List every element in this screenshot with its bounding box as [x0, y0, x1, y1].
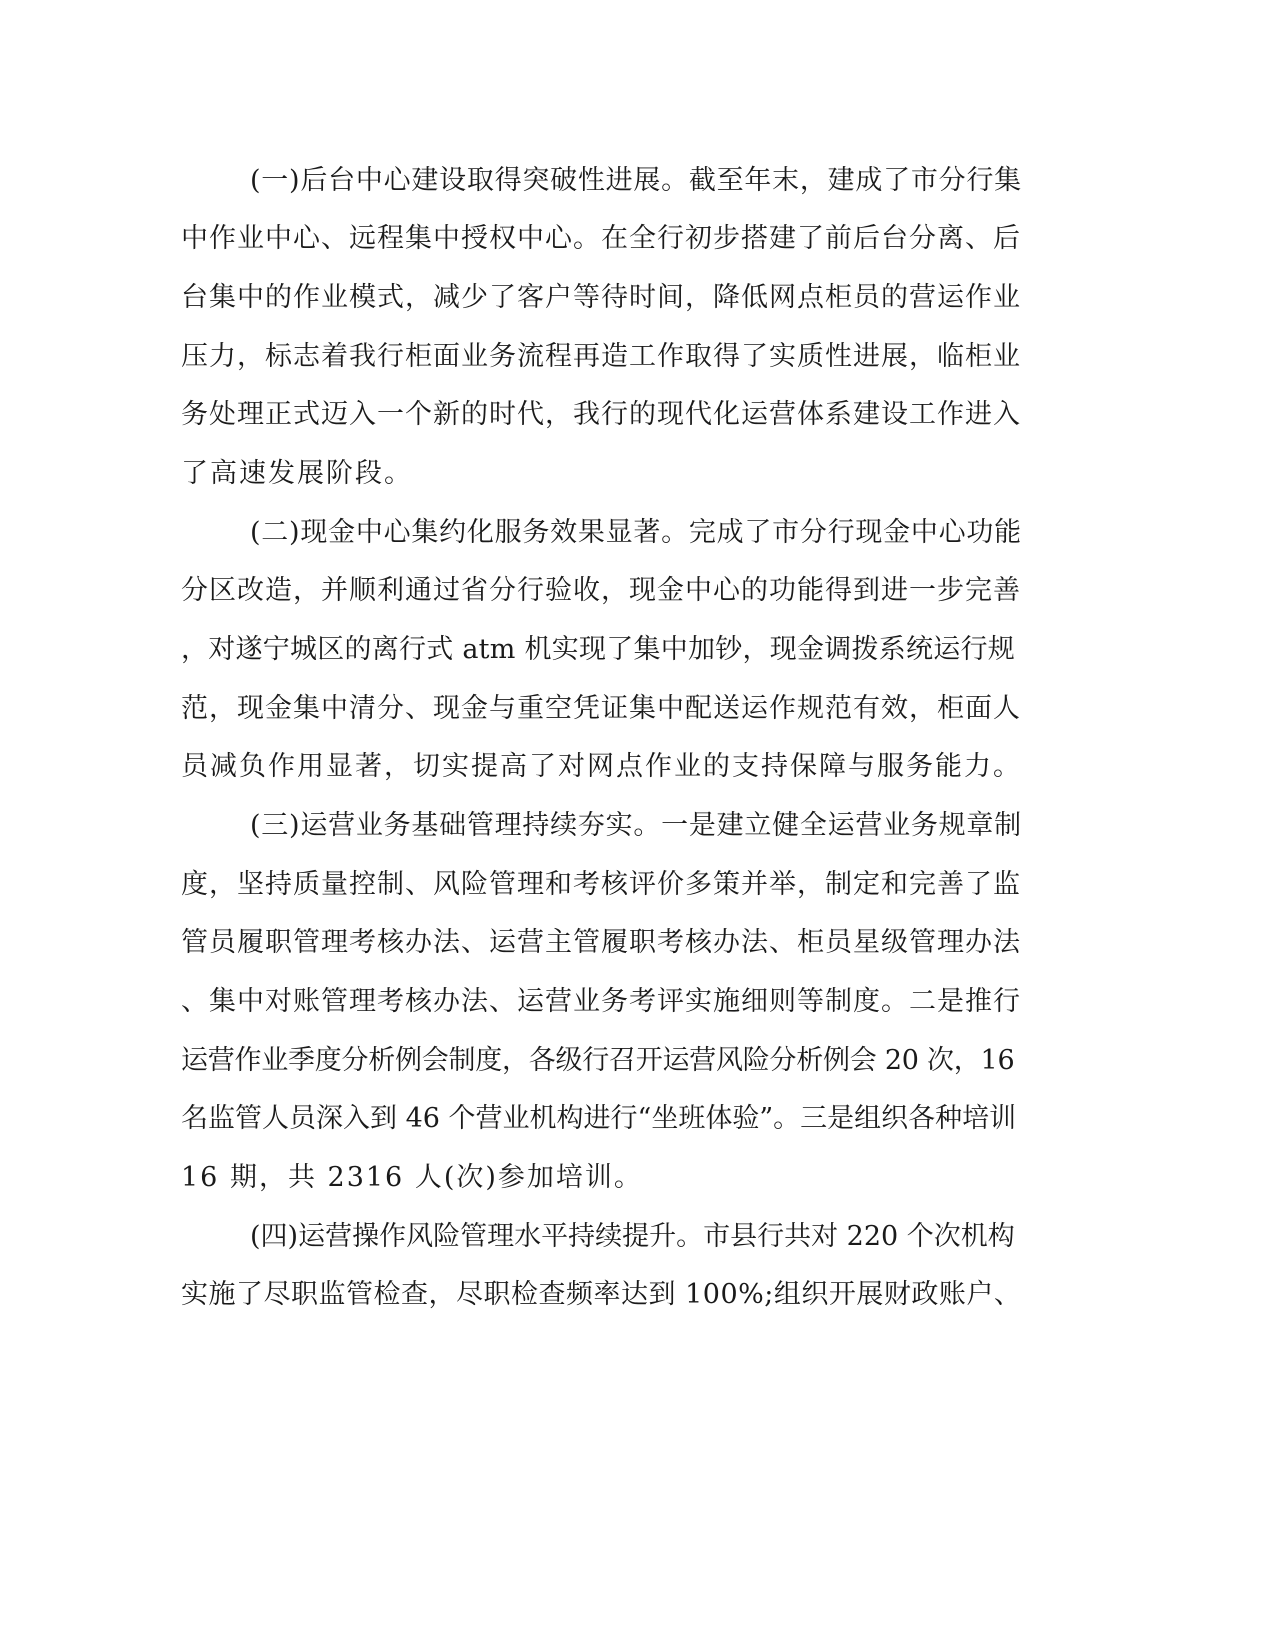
paragraph-3-line-7: 16 期，共 2316 人(次)参加培训。 [181, 1162, 643, 1193]
paragraph-1-line-5: 务处理正式迈入一个新的时代，我行的现代化运营体系建设工作进入 [181, 399, 1021, 430]
paragraph-2-line-2: 分区改造，并顺利通过省分行验收，现金中心的功能得到进一步完善 [181, 575, 1021, 606]
paragraph-3-line-4: 、集中对账管理考核办法、运营业务考评实施细则等制度。二是推行 [181, 986, 1021, 1017]
paragraph-3-line-1: (三)运营业务基础管理持续夯实。一是建立健全运营业务规章制 [250, 810, 1022, 841]
paragraph-2-line-3: ，对遂宁城区的离行式 atm 机实现了集中加钞，现金调拨系统运行规 [181, 634, 1015, 665]
paragraph-3-line-3: 管员履职管理考核办法、运营主管履职考核办法、柜员星级管理办法 [181, 927, 1021, 958]
paragraph-2-line-4: 范，现金集中清分、现金与重空凭证集中配送运作规范有效，柜面人 [181, 693, 1021, 724]
paragraph-1-line-4: 压力，标志着我行柜面业务流程再造工作取得了实质性进展，临柜业 [181, 341, 1021, 372]
paragraph-2-line-1: (二)现金中心集约化服务效果显著。完成了市分行现金中心功能 [250, 517, 1022, 548]
paragraph-3-line-2: 度，坚持质量控制、风险管理和考核评价多策并举，制定和完善了监 [181, 869, 1021, 900]
paragraph-3-line-6: 名监管人员深入到 46 个营业机构进行“坐班体验”。三是组织各种培训 [181, 1103, 1017, 1134]
paragraph-3-line-5: 运营作业季度分析例会制度，各级行召开运营风险分析例会 20 次，16 [181, 1045, 1015, 1076]
paragraph-1-line-6: 了高速发展阶段。 [181, 458, 413, 489]
paragraph-1-line-1: (一)后台中心建设取得突破性进展。截至年末，建成了市分行集 [250, 165, 1022, 196]
paragraph-4-line-1: (四)运营操作风险管理水平持续提升。市县行共对 220 个次机构 [250, 1221, 1015, 1252]
paragraph-1-line-2: 中作业中心、远程集中授权中心。在全行初步搭建了前后台分离、后 [181, 223, 1021, 254]
paragraph-4-line-2: 实施了尽职监管检查，尽职检查频率达到 100%;组织开展财政账户、 [181, 1279, 1022, 1310]
paragraph-1-line-3: 台集中的作业模式，减少了客户等待时间，降低网点柜员的营运作业 [181, 282, 1021, 313]
paragraph-2-line-5: 员减负作用显著，切实提高了对网点作业的支持保障与服务能力。 [181, 751, 1022, 782]
